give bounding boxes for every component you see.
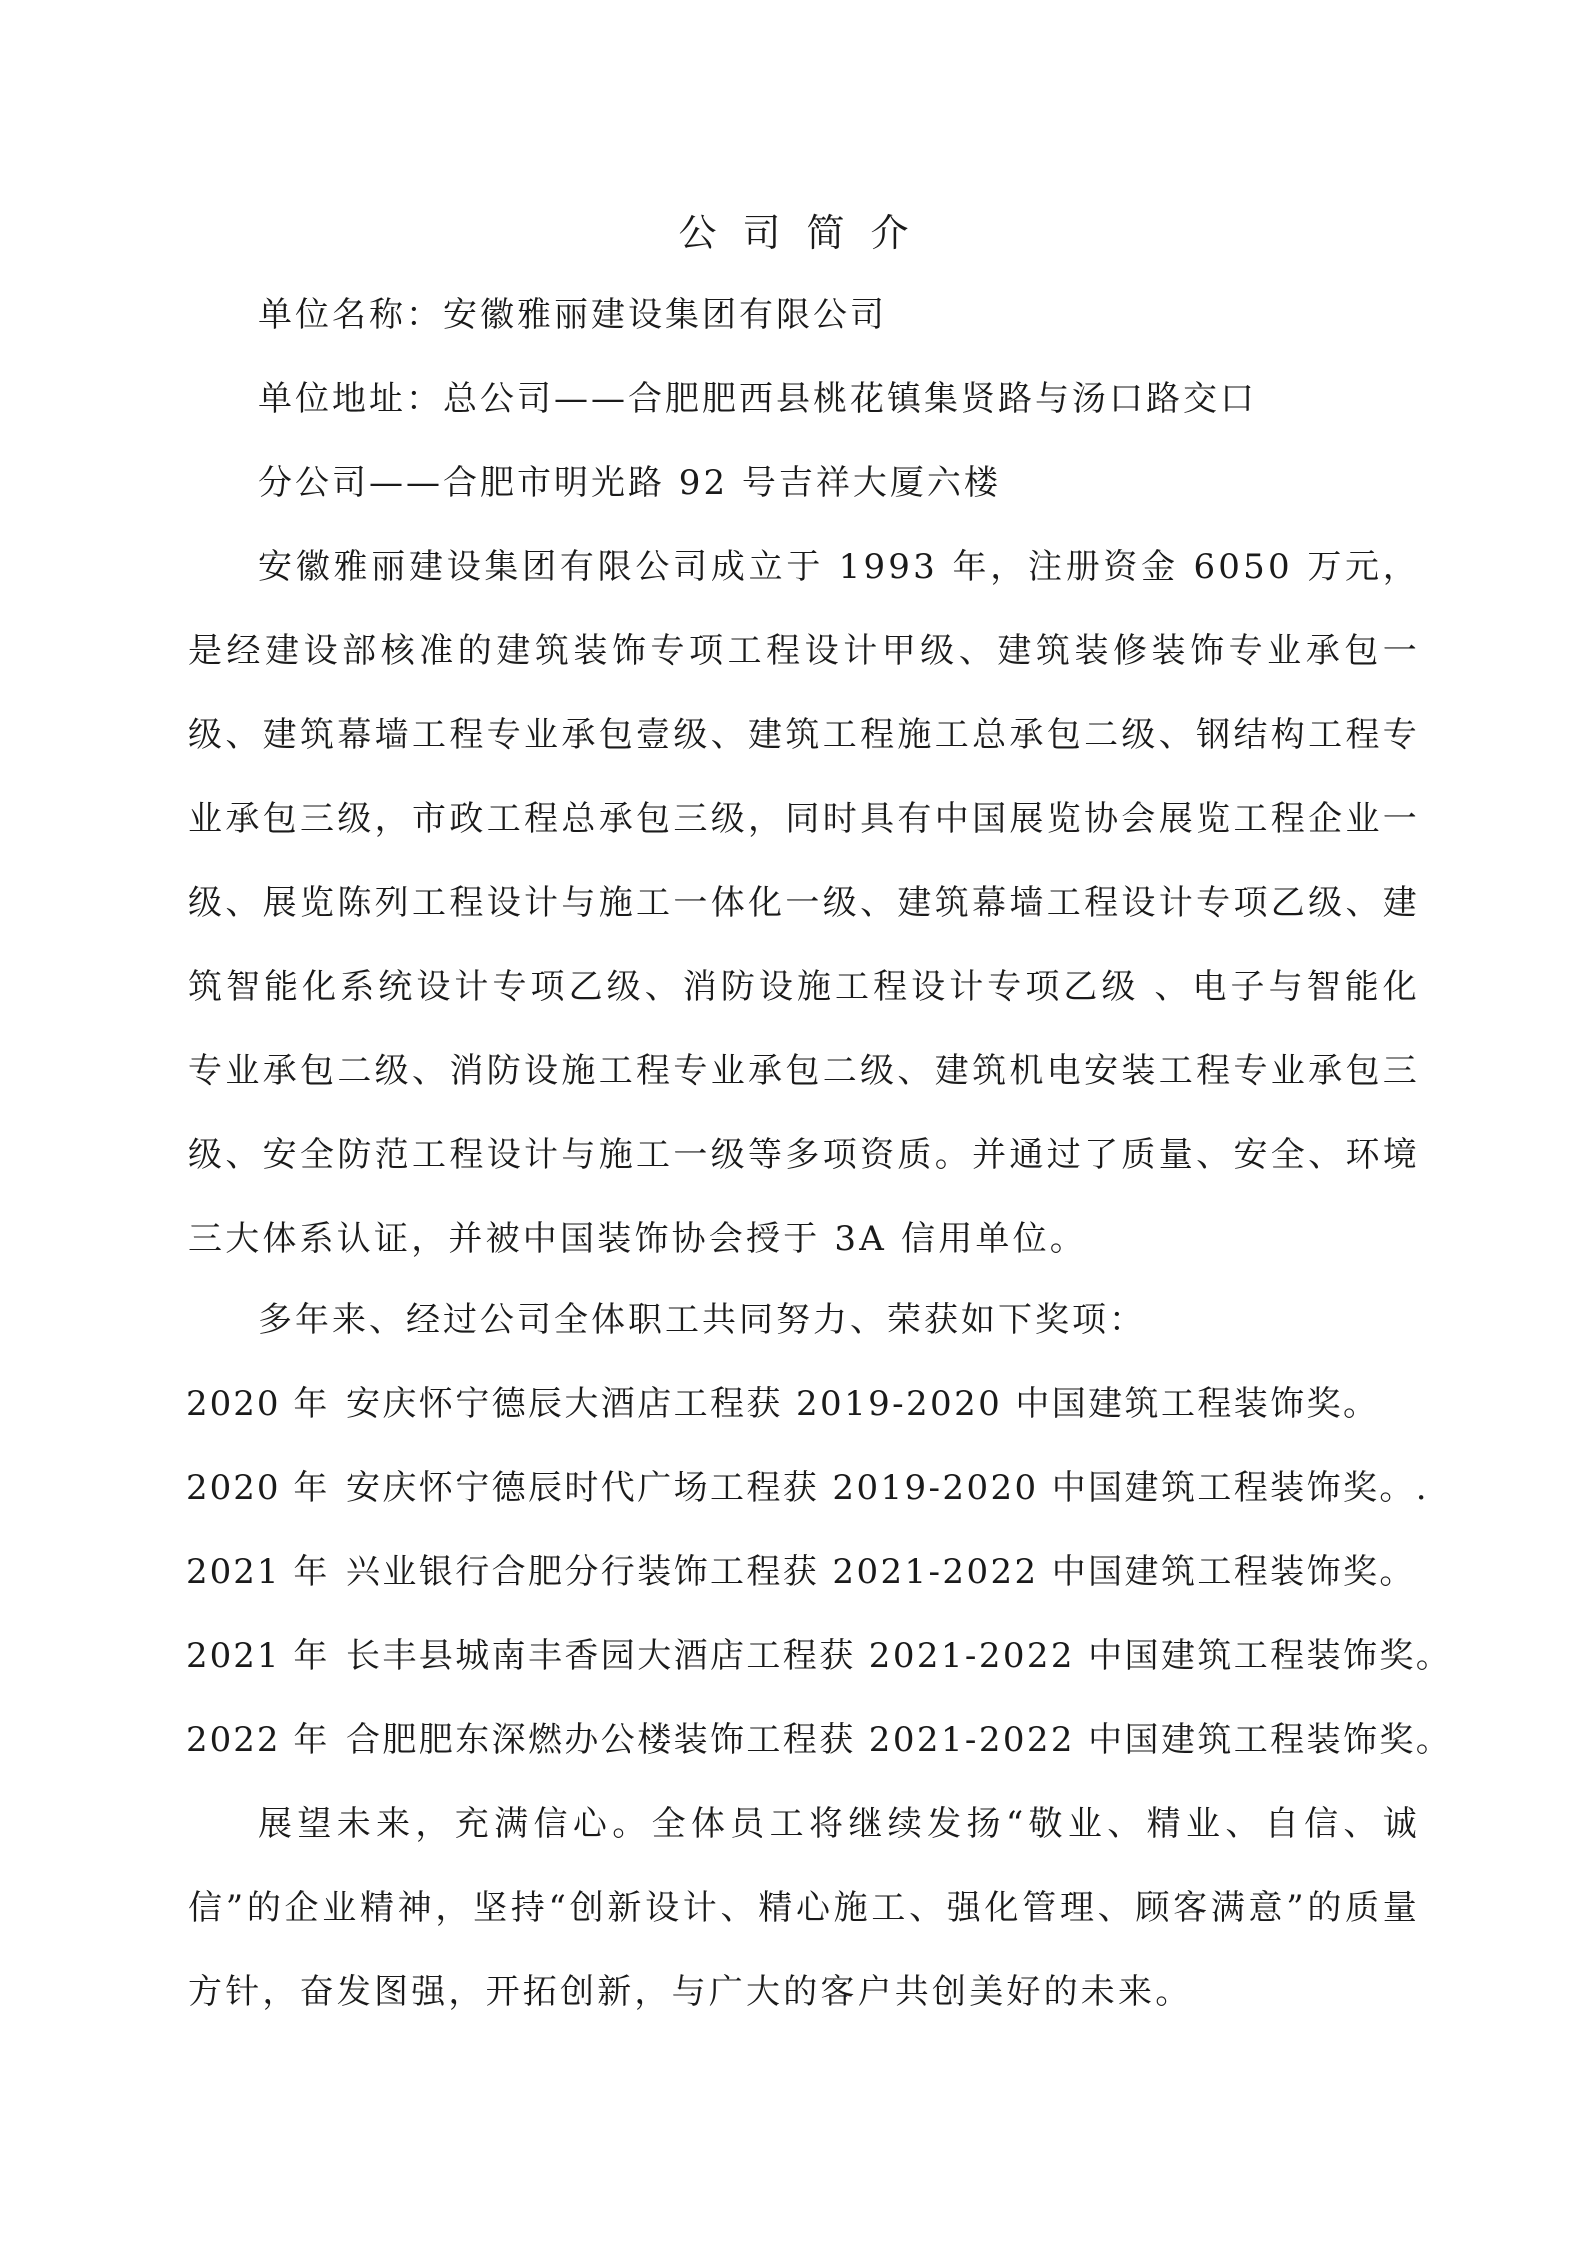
award-text: 安庆怀宁德辰大酒店工程获 2019-2020 中国建筑工程装饰奖。: [346, 1384, 1380, 1424]
award-year: 2020 年: [186, 1468, 330, 1508]
award-text: 兴业银行合肥分行装饰工程获 2021-2022 中国建筑工程装饰奖。: [346, 1552, 1416, 1592]
award-text: 安庆怀宁德辰时代广场工程获 2019-2020 中国建筑工程装饰奖。.: [346, 1468, 1429, 1508]
closing-paragraph: 展望未来，充满信心。全体员工将继续发扬“敬业、精业、自信、诚信”的企业精神，坚持“创新设计、精心施工、强化管理、顾客满意”的质量方针，奋发图强，开拓创新，与广大的客户共创美好的未来。: [188, 1804, 1420, 2012]
award-item: [186, 1544, 1416, 1600]
unit-address-line: 单位地址：总公司——合肥肥西县桃花镇集贤路与汤口路交口: [258, 379, 1257, 419]
page-title: 公司简介: [678, 211, 935, 255]
award-year: 2020 年: [186, 1384, 330, 1424]
award-item: [186, 1712, 1452, 1768]
unit-name-line: 单位名称：安徽雅丽建设集团有限公司: [258, 295, 887, 335]
award-text: 合肥肥东深燃办公楼装饰工程获 2021-2022 中国建筑工程装饰奖。: [346, 1720, 1453, 1760]
intro-paragraph: 安徽雅丽建设集团有限公司成立于 1993 年，注册资金 6050 万元，是经建设部核准的建筑装饰专项工程设计甲级、建筑装修装饰专业承包一级、建筑幕墙工程专业承包壹级、建筑工程施工总承包二级、钢结构工程专业承包三级，市政工程总承包三级，同时具有中国展览协会展览工程企业一级、展览陈列工程设计与施工一体化一级、建筑幕墙工程设计专项乙级、建筑智能化系统设计专项乙级、消防设施工程设计专项乙级 、电子与智能化专业承包二级、消防设施工程专业承包二级、建筑机电安装工程专业承包三级、安全防范工程设计与施工一级等多项资质。并通过了质量、安全、环境三大体系认证，并被中国装饰协会授于 3A 信用单位。: [188, 547, 1420, 1259]
award-item: [186, 1460, 1429, 1516]
award-year: 2021 年: [186, 1552, 330, 1592]
awards-intro-line: 多年来、经过公司全体职工共同努力、荣获如下奖项：: [258, 1300, 1146, 1340]
award-year: 2021 年: [186, 1636, 330, 1676]
award-item: [186, 1376, 1379, 1432]
award-year: 2022 年: [186, 1720, 330, 1760]
award-item: [186, 1628, 1452, 1684]
award-text: 长丰县城南丰香园大酒店工程获 2021-2022 中国建筑工程装饰奖。: [346, 1636, 1453, 1676]
branch-address-line: 分公司——合肥市明光路 92 号吉祥大厦六楼: [258, 463, 1001, 503]
